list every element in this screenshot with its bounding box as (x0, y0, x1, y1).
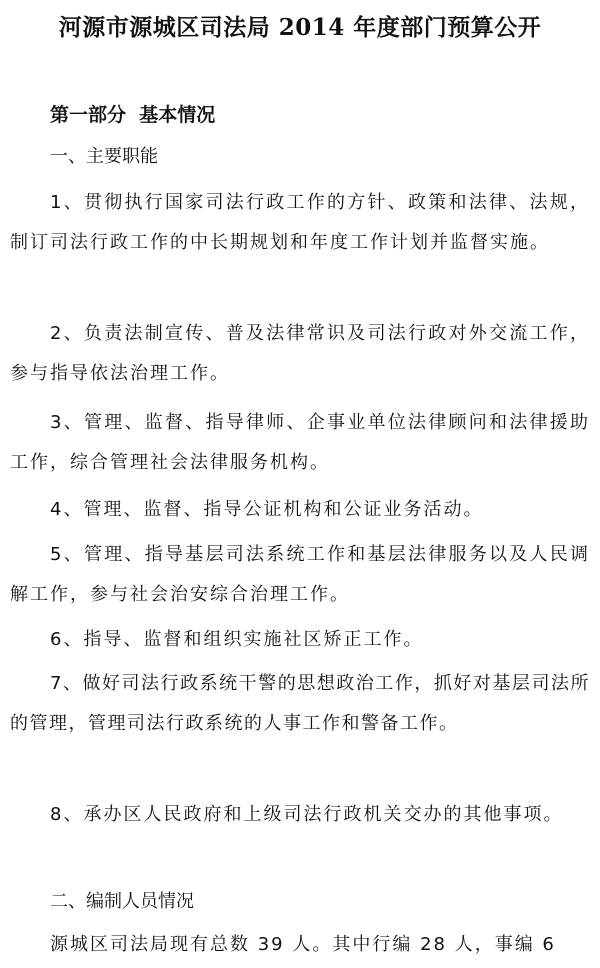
section-heading-staffing: 二、编制人员情况 (50, 891, 194, 912)
function-item-3: 3、管理、监督、指导律师、企事业单位法律顾问和法律援助工作，综合管理社会法律服务机构。 (10, 412, 590, 473)
function-item-1: 1、贯彻执行国家司法行政工作的方针、政策和法律、法规，制订司法行政工作的中长期规划和年度工作计划并监督实施。 (10, 192, 590, 253)
staffing-paragraph: 源城区司法局现有总数 39 人。其中行编 28 人，事编 6 (50, 934, 556, 955)
document-title: 河源市源城区司法局 2014 年度部门预算公开 (58, 14, 542, 41)
function-item-4: 4、管理、监督、指导公证机构和公证业务活动。 (50, 499, 484, 520)
function-item-2: 2、负责法制宣传、普及法律常识及司法行政对外交流工作，参与指导依法治理工作。 (10, 323, 590, 384)
part-heading: 第一部分 基本情况 (50, 104, 216, 126)
section-heading-main-functions: 一、主要职能 (50, 146, 158, 167)
function-item-7: 7、做好司法行政系统干警的思想政治工作，抓好对基层司法所的管理，管理司法行政系统的人事工作和警备工作。 (10, 673, 590, 734)
function-item-6: 6、指导、监督和组织实施社区矫正工作。 (50, 629, 424, 650)
function-item-5: 5、管理、指导基层司法系统工作和基层法律服务以及人民调解工作，参与社会治安综合治理工作。 (10, 544, 590, 605)
function-item-8: 8、承办区人民政府和上级司法行政机关交办的其他事项。 (50, 804, 564, 825)
